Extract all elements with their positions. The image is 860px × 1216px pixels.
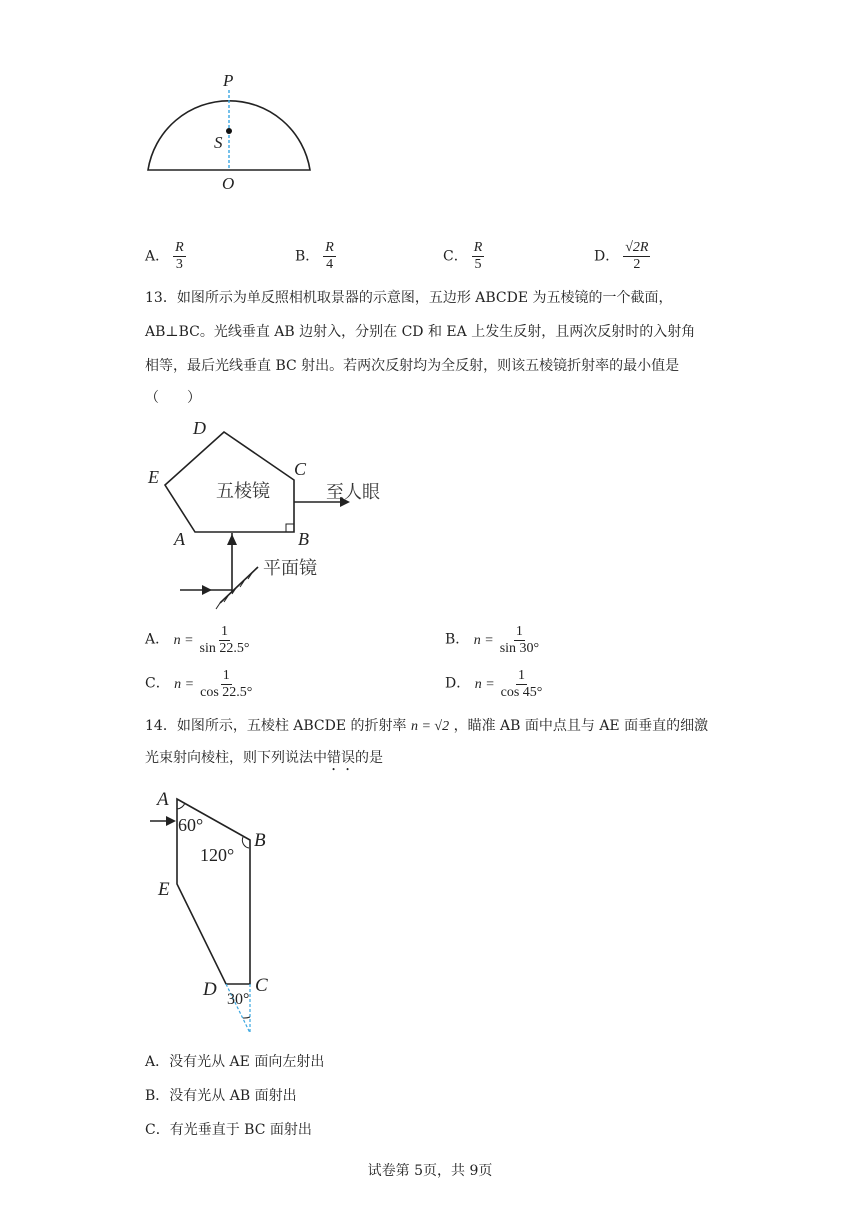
label-A: A [157, 789, 169, 810]
q13-line-1: 13．如图所示为单反照相机取景器的示意图，五边形 ABCDE 为五棱镜的一个截面， [145, 290, 673, 306]
pentaprism-figure [140, 415, 390, 610]
q12-option-b[interactable]: B． $\frac{R}{4}$ [295, 240, 334, 272]
q12-option-d[interactable]: D． $\frac{√2R}{2}$ [594, 240, 649, 272]
q14-line-2: 光束射向棱柱，则下列说法中错误的是 [145, 750, 383, 766]
eye-label: 至人眼 [326, 482, 380, 503]
page-footer: 试卷第 5页，共 9页 [367, 1163, 493, 1179]
refractive-index: n = √2 [410, 719, 450, 734]
q14-option-a[interactable]: A．没有光从 AE 面向左射出 [145, 1054, 325, 1070]
label-D: D [203, 979, 217, 1000]
label-P: P [223, 71, 234, 90]
q13-option-c[interactable]: C． n = $\frac{1}{\cos 22.5^\circ}$ [145, 668, 253, 700]
angle-30: 30° [227, 991, 250, 1008]
prism-label: 五棱镜 [216, 481, 270, 502]
q12-option-a[interactable]: A． $\frac{R}{3}$ [145, 240, 184, 272]
q14-line-1: 14．如图所示，五棱柱 ABCDE 的折射率 n = √2 ，瞄准 AB 面中点且与 AE 面垂直的细激 [145, 718, 709, 734]
label-S: S [214, 133, 223, 152]
q14-option-b[interactable]: B．没有光从 AB 面射出 [145, 1088, 297, 1104]
label-C: C [294, 459, 307, 479]
q13-line-4: （ ） [145, 390, 201, 406]
label-B: B [298, 529, 309, 549]
angle-120: 120° [200, 845, 235, 865]
label-D: D [193, 418, 206, 438]
label-C: C [255, 975, 268, 996]
q13-option-a[interactable]: A． n = $\frac{1}{\sin 22.5^\circ}$ [145, 624, 250, 656]
prism-column-figure [140, 785, 290, 1040]
semicircle-figure [140, 70, 320, 195]
label-A: A [174, 529, 185, 549]
q13-line-2: AB⊥BC。光线垂直 AB 边射入，分别在 CD 和 EA 上发生反射，且两次反射时的入射角 [145, 324, 696, 340]
q13-option-b[interactable]: B． n = $\frac{1}{\sin 30^\circ}$ [445, 624, 540, 656]
label-E: E [158, 879, 170, 900]
label-B: B [254, 830, 266, 851]
angle-60: 60° [178, 815, 204, 835]
q12-option-c[interactable]: C． $\frac{R}{5}$ [443, 240, 483, 272]
emphasis-wrong: 错误 [327, 750, 355, 766]
q14-option-c[interactable]: C．有光垂直于 BC 面射出 [145, 1122, 312, 1138]
q13-option-d[interactable]: D． n = $\frac{1}{\cos 45^\circ}$ [445, 668, 543, 700]
label-O: O [222, 174, 235, 193]
label-E: E [148, 467, 159, 487]
mirror-label: 平面镜 [263, 558, 317, 579]
q13-line-3: 相等，最后光线垂直 BC 射出。若两次反射均为全反射，则该五棱镜折射率的最小值是 [145, 358, 680, 374]
